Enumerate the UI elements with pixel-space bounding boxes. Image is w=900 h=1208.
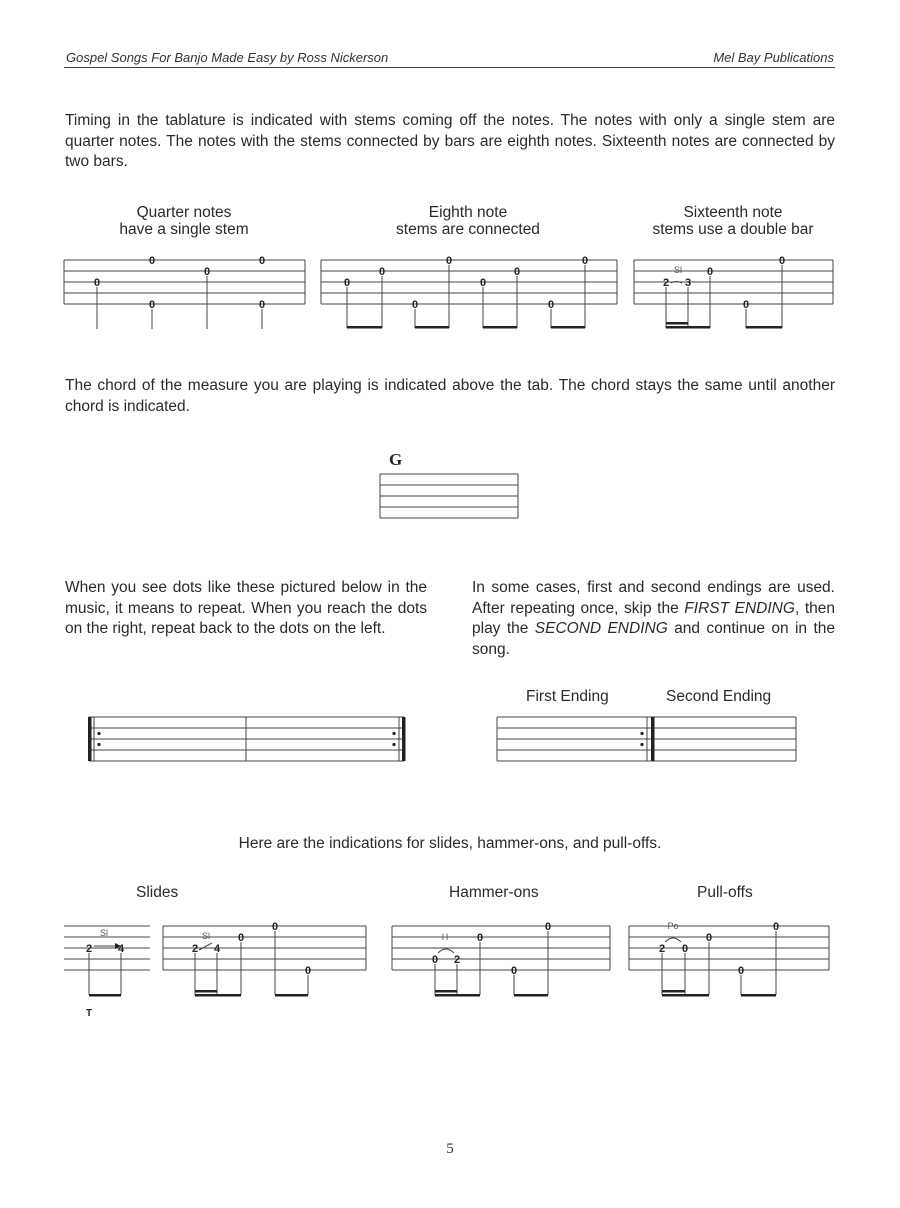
page-number: 5 [446, 1141, 454, 1157]
tab-note: 0 [378, 266, 386, 278]
slide-mark: Sl [201, 931, 211, 941]
quarter-caption-line1: Quarter notes [136, 204, 232, 221]
tab-note: 0 [513, 266, 521, 278]
second-ending-emphasis: SECOND ENDING [534, 620, 668, 637]
tab-note: 0 [705, 932, 713, 944]
tab-note: 2 [453, 954, 461, 966]
tab-note: 0 [581, 255, 589, 267]
header-publisher: Mel Bay Publications [713, 50, 834, 65]
tab-note: 2 [85, 943, 93, 955]
tab-note: 0 [778, 255, 786, 267]
tab-note: 0 [271, 921, 279, 933]
tab-note: 3 [684, 277, 692, 289]
tab-note: 0 [476, 932, 484, 944]
tab-note: 0 [544, 921, 552, 933]
tab-note: 0 [343, 277, 351, 289]
slides-label: Slides [136, 884, 179, 901]
tab-note: 2 [191, 943, 199, 955]
hammer-ons-label: Hammer-ons [449, 884, 539, 901]
tab-note: 0 [445, 255, 453, 267]
slides-staff-b [163, 926, 366, 995]
header-book-title: Gospel Songs For Banjo Made Easy by Ross Nickerson [66, 50, 389, 65]
tab-note: 0 [772, 921, 780, 933]
tab-note: 0 [93, 277, 101, 289]
tab-note: 4 [117, 943, 125, 955]
hammer-mark: H [441, 932, 449, 942]
tab-note: 0 [706, 266, 714, 278]
slide-mark: Sl [99, 928, 109, 938]
sixteenth-caption-line2: stems use a double bar [652, 221, 814, 238]
tab-note: 0 [203, 266, 211, 278]
first-ending-label: First Ending [526, 688, 609, 705]
tab-note: 0 [742, 299, 750, 311]
tab-note: 4 [213, 943, 221, 955]
chord-paragraph: The chord of the measure you are playing is indicated above the tab. The chord stays the same until another chord is indicated. [65, 377, 835, 415]
tab-note: 0 [479, 277, 487, 289]
tab-note: 0 [547, 299, 555, 311]
pull-offs-label: Pull-offs [697, 884, 753, 901]
pull-off-mark: Po [667, 921, 679, 931]
endings-text-c: and continue on in the song. [472, 620, 835, 658]
quarter-caption-line2: have a single stem [119, 221, 249, 238]
tab-note: 0 [431, 954, 439, 966]
eighth-caption-line2: stems are connected [396, 221, 540, 238]
tab-note: 0 [304, 965, 312, 977]
tab-note: 0 [681, 943, 689, 955]
eighth-caption-line1: Eighth note [428, 204, 508, 221]
tab-note: 0 [510, 965, 518, 977]
tab-note: 0 [258, 255, 266, 267]
tab-note: 0 [148, 255, 156, 267]
tab-note: 0 [148, 299, 156, 311]
first-ending-emphasis: FIRST ENDING [684, 599, 795, 617]
second-ending-label: Second Ending [666, 688, 772, 705]
tab-note: 0 [411, 299, 419, 311]
chord-symbol: G [389, 450, 403, 469]
endings-text-b: , then play the [472, 599, 835, 637]
slide-mark: Sl [673, 265, 683, 275]
tab-note: 2 [662, 277, 670, 289]
techniques-intro: Here are the indications for slides, hammer-ons, and pull-offs. [238, 835, 662, 852]
tab-note: 0 [258, 299, 266, 311]
endings-text-a: In some cases, first and second endings are used. After repeating once, skip the [472, 579, 835, 617]
thumb-mark: T [85, 1008, 93, 1019]
repeat-paragraph: When you see dots like these pictured below in the music, it means to repeat. When you reach the dots on the right, repeat back to the dots on the left. [65, 579, 427, 637]
tab-note: 2 [658, 943, 666, 955]
sixteenth-caption-line1: Sixteenth note [683, 204, 783, 221]
pull-offs-staff [629, 926, 829, 995]
tab-note: 0 [737, 965, 745, 977]
timing-paragraph: Timing in the tablature is indicated with stems coming off the notes. The notes with only a single stem are quarter notes. The notes with the stems connected by bars are eighth notes. Sixteenth notes are connected by two bars. [65, 112, 835, 170]
hammer-ons-staff [392, 926, 610, 995]
tab-note: 0 [237, 932, 245, 944]
